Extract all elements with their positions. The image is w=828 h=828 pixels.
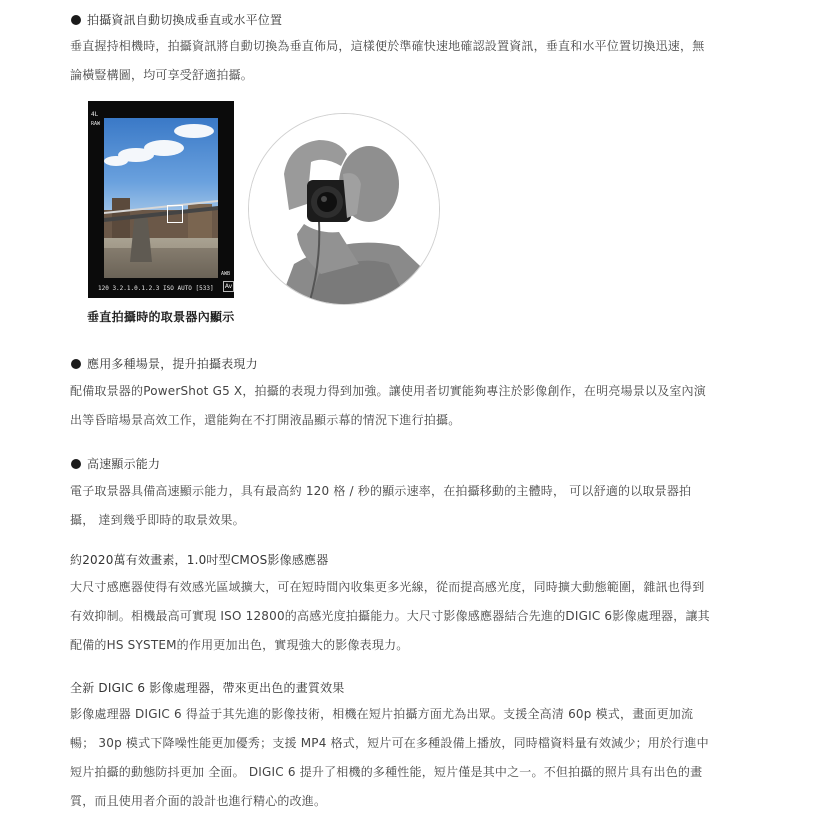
paragraph-line: 暢； 30p 模式下降噪性能更加優秀；支援 MP4 格式，短片可在多種設備上播放，同時檔資料量有效減少；用於行進中 <box>70 736 709 750</box>
paragraph-line: 短片拍攝的動態防抖更加 全面。 DIGIC 6 提升了相機的多種性能，短片僅是其中之一。不但拍攝的照片具有出色的畫 <box>70 765 703 779</box>
section-paragraph-orientation <box>70 32 760 90</box>
af-frame <box>167 205 183 223</box>
viewfinder-display-image <box>88 101 234 298</box>
overlay-wb: AWB <box>221 271 231 277</box>
section-heading-orientation <box>70 12 282 28</box>
section-paragraph-scenes <box>70 377 760 435</box>
paragraph-line: 出等昏暗場景高效工作，還能夠在不打開液晶顯示幕的情況下進行拍攝。 <box>70 413 461 427</box>
cloud <box>174 124 214 138</box>
paragraph-line: 有效抑制。相機最高可實現 ISO 12800的高感光度拍攝能力。大尺寸影像感應器結合先進的DIGIC 6影像處理器，讓其 <box>70 609 710 623</box>
section-heading-scenes <box>70 356 258 372</box>
figure-caption: 垂直拍攝時的取景器內顯示 <box>87 310 235 324</box>
section-paragraph-display-speed <box>70 477 760 535</box>
cloud <box>104 156 128 166</box>
paragraph-line: 配備的HS SYSTEM的作用更加出色，實現強大的影像表現力。 <box>70 638 409 652</box>
paragraph-line: 配備取景器的PowerShot G5 X，拍攝的表現力得到加強。讓使用者切實能夠專注於影像創作，在明亮場景以及室內演 <box>70 384 706 398</box>
river-water <box>104 248 218 278</box>
overlay-exposure-row: 120 3.2.1.0.1.2.3 ISO AUTO [533] <box>98 285 214 292</box>
heading-text: 高速顯示能力 <box>87 457 161 471</box>
section-paragraph-digic <box>70 700 760 816</box>
paragraph-line: 大尺寸感應器使得有效感光區域擴大，可在短時間內收集更多光線，從而提高感光度，同時擴大動態範圍，雜訊也得到 <box>70 580 705 594</box>
vertical-shooting-photo <box>248 113 440 305</box>
paragraph-line: 電子取景器具備高速顯示能力，具有最高約 120 格 / 秒的顯示速率，在拍攝移動的主體時， 可以舒適的以取景器拍 <box>70 484 692 498</box>
paragraph-line: 影像處理器 DIGIC 6 得益于其先進的影像技術，相機在短片拍攝方面尤為出眾。支援全高清 60p 模式，畫面更加流 <box>70 707 694 721</box>
overlay-quality: 4L <box>91 111 99 118</box>
viewfinder-scene <box>104 118 218 278</box>
cloud <box>144 140 184 156</box>
paragraph-line: 攝， 達到幾乎即時的取景效果。 <box>70 513 245 527</box>
paragraph-line: 論橫豎構圖，均可享受舒適拍攝。 <box>70 68 254 82</box>
section-heading-sensor: 約2020萬有效畫素，1.0吋型CMOS影像感應器 <box>70 553 329 567</box>
heading-text: 拍攝資訊自動切換成垂直或水平位置 <box>87 13 283 27</box>
overlay-mode: Av <box>224 283 233 290</box>
paragraph-line: 垂直握持相機時，拍攝資訊將自動切換為垂直佈局，這樣便於準確快速地確認設置資訊，垂直和水平位置切換迅速，無 <box>70 39 705 53</box>
section-heading-display-speed <box>70 456 160 472</box>
paragraph-line: 質，而且使用者介面的設計也進行精心的改進。 <box>70 794 327 808</box>
person-with-camera-illustration <box>249 114 439 304</box>
section-heading-digic: 全新 DIGIC 6 影像處理器，帶來更出色的畫質效果 <box>70 681 345 695</box>
overlay-raw: RAW <box>91 121 101 127</box>
heading-text: 應用多種場景，提升拍攝表現力 <box>87 357 258 371</box>
section-paragraph-sensor <box>70 573 760 660</box>
